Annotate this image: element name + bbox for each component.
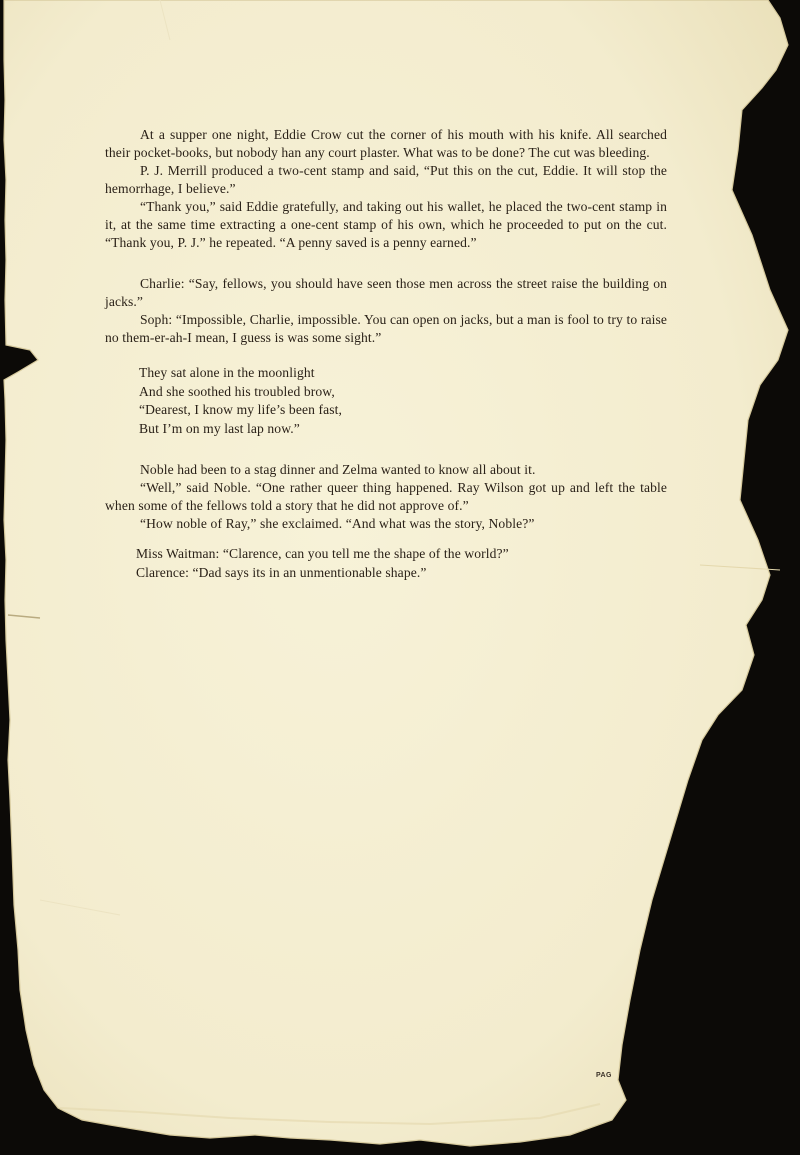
joke-paragraph: P. J. Merrill produced a two-cent stamp and said, “Put this on the cut, Eddie. It will stop the hemorrhage, I believe.” [105,163,667,196]
verse-line: But I’m on my last lap now.” [139,420,300,436]
story-paragraph: Noble had been to a stag dinner and Zelma wanted to know all about it. [140,462,536,477]
story-paragraph: “How noble of Ray,” she exclaimed. “And what was the story, Noble?” [140,516,535,531]
verse-block [105,364,667,438]
dialogue-line: Miss Waitman: “Clarence, can you tell me the shape of the world?” [136,546,509,561]
verse-line: And she soothed his troubled brow, [139,383,335,399]
joke-paragraph: At a supper one night, Eddie Crow cut the corner of his mouth with his knife. All searched their pocket-books, but nobody han any court plaster. What was to be done? The cut was bleeding. [105,127,667,160]
joke-paragraph: “Thank you,” said Eddie gratefully, and taking out his wallet, he placed the two-cent stamp in it, at the same time extracting a one-cent stamp of his own, which he proceeded to put on the cut. “Thank you, P. J.” he repeated. “A penny saved is a penny earned.” [105,199,667,250]
story-paragraph: “Well,” said Noble. “One rather queer thing happened. Ray Wilson got up and left the table when some of the fellows told a story that he did not approve of.” [105,480,667,513]
verse-line: They sat alone in the moonlight [139,365,315,380]
section-gap [105,533,667,545]
section-gap [105,347,667,364]
page-number-fragment: PAG [596,1072,612,1079]
joke-paragraph: Charlie: “Say, fellows, you should have seen those men across the street raise the building on jacks.” [105,276,667,309]
text-column [105,126,667,582]
section-gap [105,252,667,275]
dialogue-line: Clarence: “Dad says its in an unmentionable shape.” [136,564,427,580]
verse-line: “Dearest, I know my life’s been fast, [139,402,343,417]
joke-paragraph: Soph: “Impossible, Charlie, impossible. You can open on jacks, but a man is fool to try to raise no them-er-ah-I mean, I guess is was some sight.” [105,312,667,345]
section-gap [105,438,667,461]
